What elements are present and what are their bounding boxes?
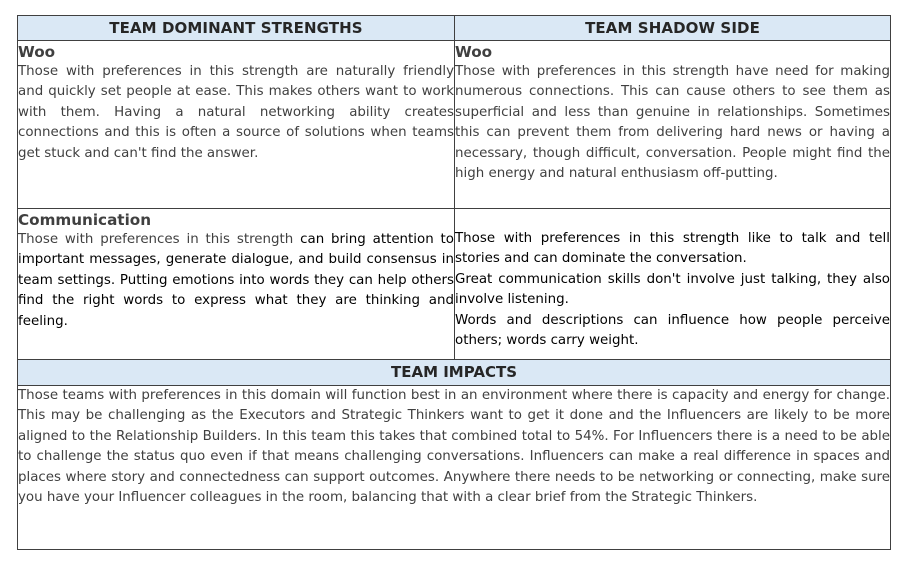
communication-strength-rest: can bring attention to important messages, generate dialogue, and build consensus in team settings. Putting emotions into words they can help others find the right words to express what they are thinking and feeling.: [18, 232, 455, 329]
team-strengths-table: [17, 15, 891, 550]
impacts-header-row: [18, 360, 891, 386]
woo-shadow-text: Those with preferences in this strength have need for making numerous connections. This can cause others to see them as superficial and less than genuine in relationships. Sometimes this can prevent them from delivering hard news or having a necessary, though difficult, conversation. People might find the high energy and natural enthusiasm off-putting.: [455, 64, 890, 182]
woo-shadow-title: Woo: [455, 43, 493, 61]
communication-shadow-para-3: Words and descriptions can influence how people perceive others; words carry weight.: [455, 312, 890, 349]
header-impacts: TEAM IMPACTS: [18, 360, 891, 386]
communication-strength-text: [18, 230, 454, 332]
communication-row: [18, 209, 891, 360]
woo-strength-title: Woo: [18, 43, 56, 61]
header-shadow-side: TEAM SHADOW SIDE: [455, 16, 891, 41]
impacts-cell: [18, 386, 891, 550]
woo-shadow-cell: [455, 41, 891, 209]
woo-strength-cell: [18, 41, 455, 209]
communication-shadow-cell: [455, 209, 891, 360]
communication-strength-title: Communication: [18, 211, 152, 229]
woo-strength-text: Those with preferences in this strength are naturally friendly and quickly set people at ease. This makes others want to work with them. Having a natural networking ability creates connections and this is often a source of solutions when teams get stuck and can't find the answer.: [18, 64, 454, 161]
impacts-body-row: [18, 386, 891, 550]
communication-shadow-para-1: Those with preferences in this strength like to talk and tell stories and can dominate the conversation.: [455, 231, 890, 267]
header-strengths: TEAM DOMINANT STRENGTHS: [18, 16, 455, 41]
communication-strength-cell: [18, 209, 455, 360]
impacts-text: Those teams with preferences in this domain will function best in an environment where there is capacity and energy for change. This may be challenging as the Executors and Strategic Thinkers want to get it done and the Influencers are likely to be more aligned to the Relationship Builders. In this team this takes that combined total to 54%. For Influencers there is a need to be able to challenge the status quo even if that means challenging conversations. Influencers can make a real difference in spaces and places where story and connectedness can support outcomes. Anywhere there needs to be networking or connecting, make sure you have your Influencer colleagues in the room, balancing that with a clear brief from the Strategic Thinkers.: [18, 388, 890, 506]
communication-shadow-para-2: Great communication skills don't involve just talking, they also involve listening.: [455, 271, 890, 308]
communication-strength-intro: Those with preferences in this strength: [18, 232, 301, 247]
woo-row: [18, 41, 891, 209]
header-row: [18, 16, 891, 41]
